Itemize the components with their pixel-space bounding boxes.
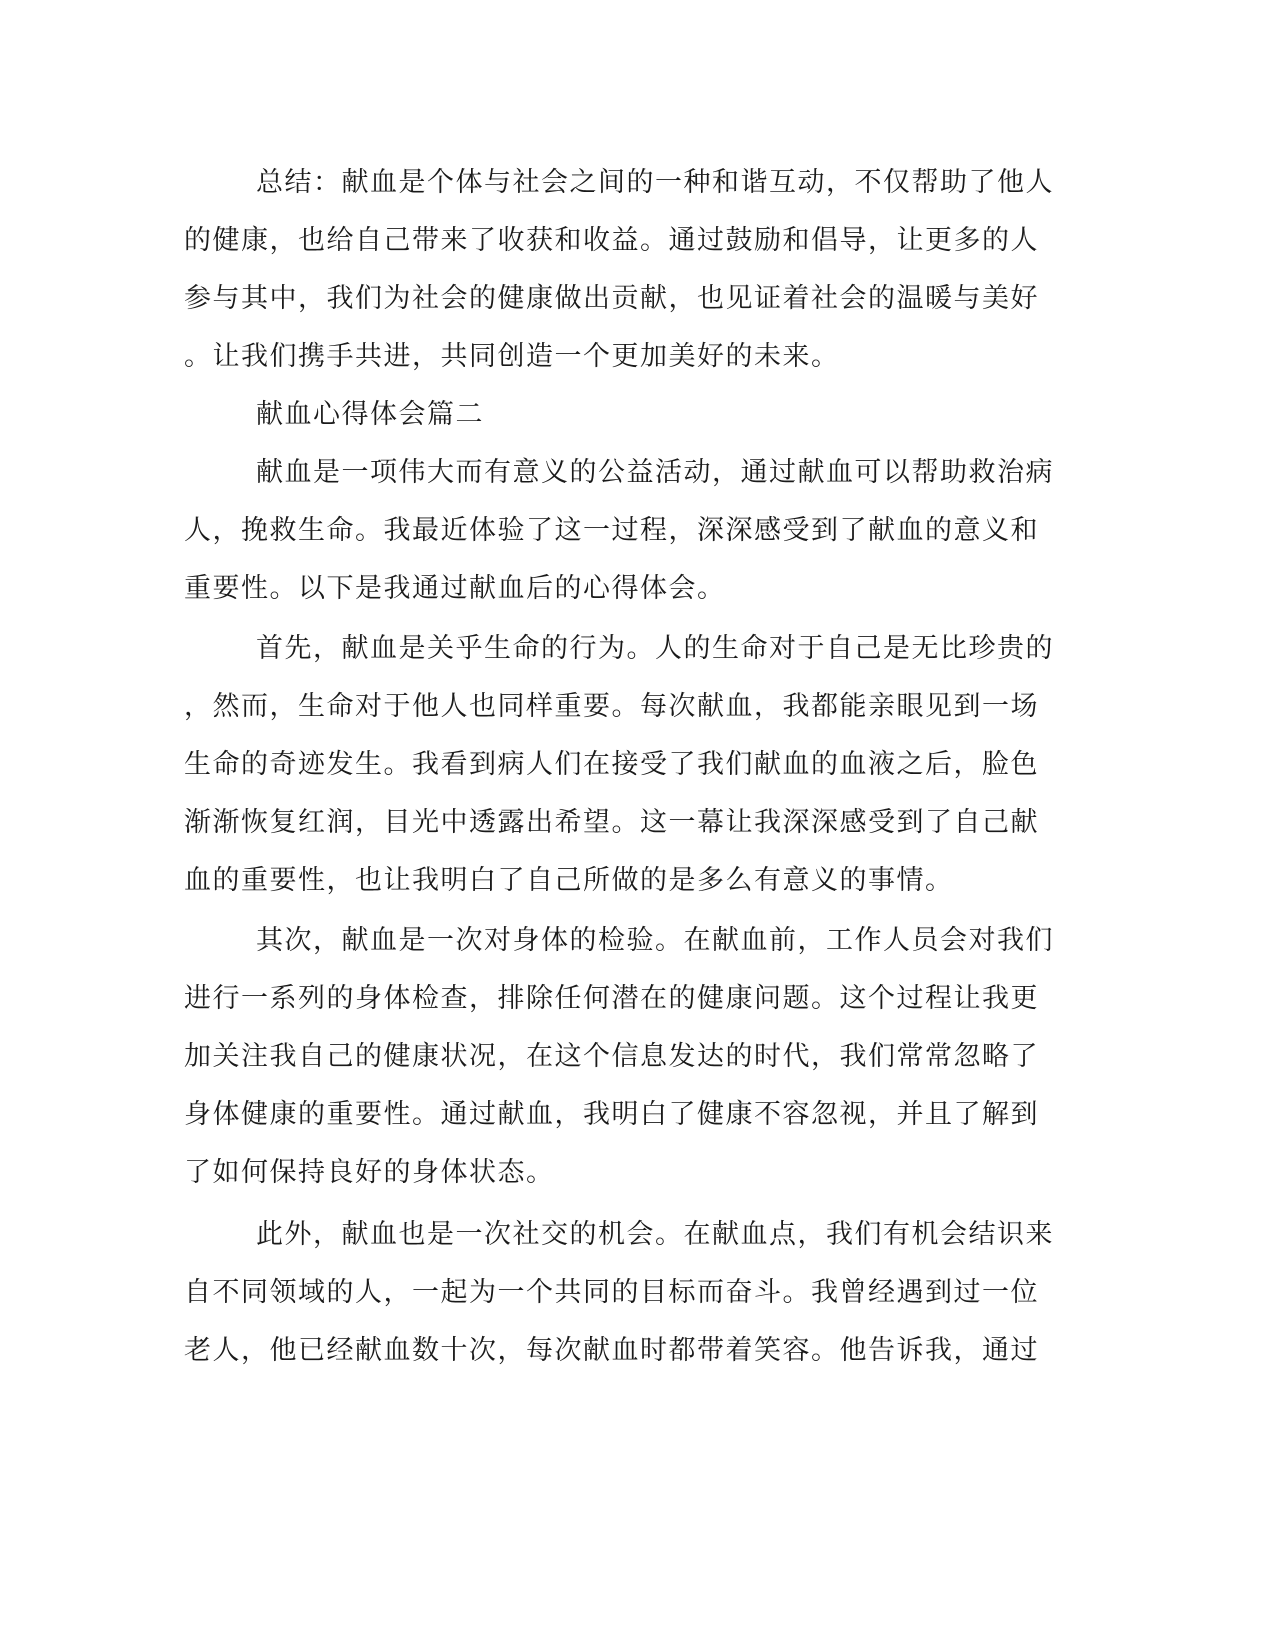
- paragraph-third-line-3: 老人，他已经献血数十次，每次献血时都带着笑容。他告诉我，通过: [184, 1335, 1039, 1366]
- paragraph-second-line-4: 身体健康的重要性。通过献血，我明白了健康不容忽视，并且了解到: [184, 1099, 1039, 1130]
- paragraph-first-line-5: 血的重要性，也让我明白了自己所做的是多么有意义的事情。: [184, 865, 954, 896]
- paragraph-intro-line-3: 重要性。以下是我通过献血后的心得体会。: [184, 573, 726, 604]
- paragraph-summary-line-2: 的健康，也给自己带来了收获和收益。通过鼓励和倡导，让更多的人: [184, 225, 1039, 256]
- paragraph-summary-line-4: 。让我们携手共进，共同创造一个更加美好的未来。: [184, 341, 840, 372]
- paragraph-second-line-5: 了如何保持良好的身体状态。: [184, 1157, 555, 1188]
- paragraph-first-line-3: 生命的奇迹发生。我看到病人们在接受了我们献血的血液之后，脸色: [184, 749, 1039, 780]
- paragraph-first-line-4: 渐渐恢复红润，目光中透露出希望。这一幕让我深深感受到了自己献: [184, 807, 1039, 838]
- paragraph-first-line-2: ，然而，生命对于他人也同样重要。每次献血，我都能亲眼见到一场: [184, 691, 1039, 722]
- paragraph-third-line-2: 自不同领域的人，一起为一个共同的目标而奋斗。我曾经遇到过一位: [184, 1277, 1039, 1308]
- paragraph-second-line-2: 进行一系列的身体检查，排除任何潜在的健康问题。这个过程让我更: [184, 983, 1039, 1014]
- paragraph-intro-line-2: 人，挽救生命。我最近体验了这一过程，深深感受到了献血的意义和: [184, 515, 1039, 546]
- paragraph-second-line-1: 其次，献血是一次对身体的检验。在献血前，工作人员会对我们: [256, 925, 1054, 956]
- paragraph-first-line-1: 首先，献血是关乎生命的行为。人的生命对于自己是无比珍贵的: [256, 633, 1054, 664]
- section-heading: 献血心得体会篇二: [256, 399, 484, 430]
- paragraph-third-line-1: 此外，献血也是一次社交的机会。在献血点，我们有机会结识来: [256, 1219, 1054, 1250]
- paragraph-second-line-3: 加关注我自己的健康状况，在这个信息发达的时代，我们常常忽略了: [184, 1041, 1039, 1072]
- paragraph-summary-line-3: 参与其中，我们为社会的健康做出贡献，也见证着社会的温暖与美好: [184, 283, 1039, 314]
- paragraph-summary-line-1: 总结：献血是个体与社会之间的一种和谐互动，不仅帮助了他人: [256, 167, 1054, 198]
- paragraph-intro-line-1: 献血是一项伟大而有意义的公益活动，通过献血可以帮助救治病: [256, 457, 1054, 488]
